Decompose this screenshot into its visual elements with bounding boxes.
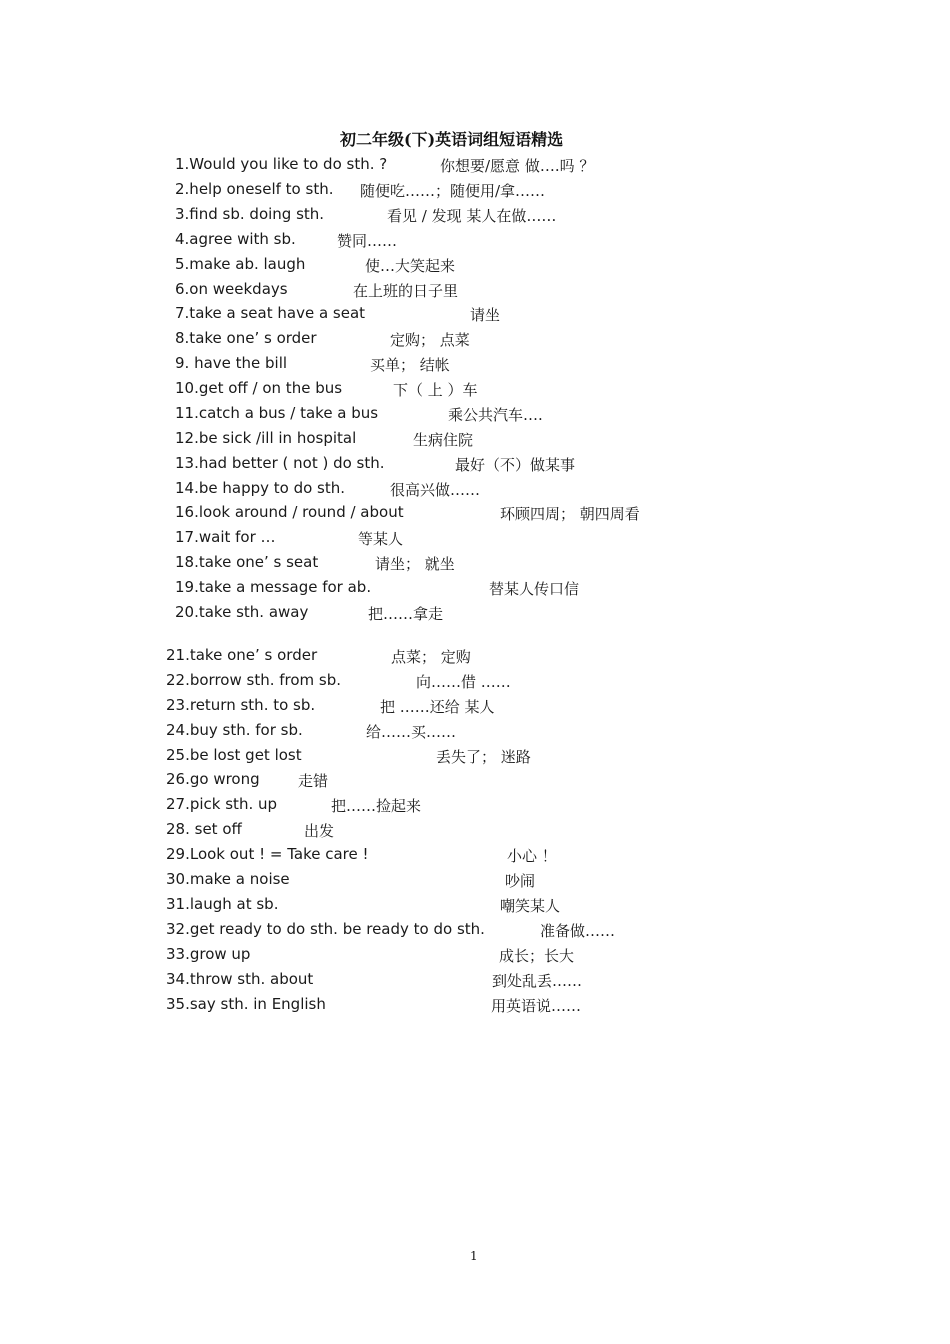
phrase-english: 20.take sth. away bbox=[175, 603, 309, 621]
phrase-english: 30.make a noise bbox=[166, 870, 290, 888]
phrase-chinese: 请坐； 就坐 bbox=[375, 555, 455, 573]
phrase-chinese: 到处乱丢…… bbox=[492, 972, 583, 990]
phrase-english: 24.buy sth. for sb. bbox=[166, 721, 303, 739]
phrase-row bbox=[175, 578, 695, 600]
page-number: 1 bbox=[470, 1249, 478, 1263]
phrase-chinese: 在上班的日子里 bbox=[353, 282, 459, 300]
phrase-chinese: 定购； 点菜 bbox=[390, 331, 470, 349]
phrase-chinese: 看见 / 发现 某人在做…… bbox=[387, 207, 557, 225]
phrase-english: 12.be sick /ill in hospital bbox=[175, 429, 357, 447]
phrase-english: 14.be happy to do sth. bbox=[175, 479, 346, 497]
phrase-chinese: 赞同…… bbox=[337, 232, 398, 250]
phrase-english: 13.had better ( not ) do sth. bbox=[175, 454, 385, 472]
phrase-english: 31.laugh at sb. bbox=[166, 895, 279, 913]
phrase-row bbox=[175, 304, 695, 326]
phrase-chinese: 乘公共汽车…. bbox=[448, 406, 543, 424]
phrase-row bbox=[175, 255, 695, 277]
phrase-english: 8.take one’ s order bbox=[175, 329, 317, 347]
phrase-chinese: 丢失了； 迷路 bbox=[436, 748, 531, 766]
phrase-chinese: 成长；长大 bbox=[499, 947, 575, 965]
phrase-chinese: 等某人 bbox=[358, 530, 404, 548]
phrase-chinese: 点菜； 定购 bbox=[391, 648, 471, 666]
phrase-chinese: 把 ……还给 某人 bbox=[380, 698, 495, 716]
phrase-english: 3.find sb. doing sth. bbox=[175, 205, 325, 223]
phrase-english: 23.return sth. to sb. bbox=[166, 696, 316, 714]
phrase-english: 17.wait for … bbox=[175, 528, 276, 546]
phrase-row bbox=[175, 429, 695, 451]
phrase-chinese: 给……买…… bbox=[366, 723, 457, 741]
phrase-row bbox=[175, 528, 695, 550]
phrase-chinese: 吵闹 bbox=[505, 872, 536, 890]
phrase-row bbox=[175, 404, 695, 426]
phrase-chinese: 小心 ！ bbox=[507, 847, 557, 865]
phrase-english: 2.help oneself to sth. bbox=[175, 180, 334, 198]
phrase-row bbox=[166, 671, 686, 693]
phrase-chinese: 准备做…… bbox=[540, 922, 616, 940]
phrase-chinese: 走错 bbox=[298, 772, 329, 790]
phrase-row bbox=[175, 503, 695, 525]
phrase-chinese: 环顾四周； 朝四周看 bbox=[500, 505, 640, 523]
phrase-english: 11.catch a bus / take a bus bbox=[175, 404, 379, 422]
phrase-english: 21.take one’ s order bbox=[166, 646, 318, 664]
phrase-english: 25.be lost get lost bbox=[166, 746, 302, 764]
phrase-row bbox=[175, 379, 695, 401]
phrase-row bbox=[175, 155, 695, 177]
phrase-row bbox=[166, 795, 686, 817]
phrase-chinese: 替某人传口信 bbox=[489, 580, 580, 598]
phrase-english: 33.grow up bbox=[166, 945, 251, 963]
phrase-row bbox=[166, 895, 686, 917]
phrase-chinese: 把……拿走 bbox=[368, 605, 444, 623]
phrase-chinese: 最好（不）做某事 bbox=[455, 456, 576, 474]
phrase-row bbox=[166, 870, 686, 892]
phrase-chinese: 请坐 bbox=[470, 306, 501, 324]
phrase-row bbox=[166, 646, 686, 668]
phrase-english: 28. set off bbox=[166, 820, 242, 838]
phrase-row bbox=[166, 770, 686, 792]
phrase-chinese: 嘲笑某人 bbox=[500, 897, 561, 915]
phrase-english: 26.go wrong bbox=[166, 770, 260, 788]
phrase-chinese: 出发 bbox=[304, 822, 335, 840]
phrase-row bbox=[166, 721, 686, 743]
phrase-english: 27.pick sth. up bbox=[166, 795, 278, 813]
phrase-row bbox=[175, 205, 695, 227]
phrase-row bbox=[175, 329, 695, 351]
phrase-english: 9. have the bill bbox=[175, 354, 288, 372]
phrase-row bbox=[166, 820, 686, 842]
phrase-row bbox=[175, 454, 695, 476]
phrase-row bbox=[175, 280, 695, 302]
phrase-chinese: 随便吃……；随便用/拿…… bbox=[360, 182, 546, 200]
phrase-chinese: 使…大笑起来 bbox=[365, 257, 456, 275]
phrase-english: 1.Would you like to do sth. ? bbox=[175, 155, 388, 173]
phrase-chinese: 向……借 …… bbox=[416, 673, 511, 691]
phrase-row bbox=[166, 920, 686, 942]
phrase-row bbox=[166, 995, 686, 1017]
phrase-row bbox=[175, 180, 695, 202]
phrase-chinese: 把……捡起来 bbox=[331, 797, 422, 815]
phrase-chinese: 你想要/愿意 做….吗 ？ bbox=[440, 157, 595, 175]
phrase-row bbox=[166, 970, 686, 992]
phrase-english: 19.take a message for ab. bbox=[175, 578, 372, 596]
phrase-english: 22.borrow sth. from sb. bbox=[166, 671, 342, 689]
phrase-english: 16.look around / round / about bbox=[175, 503, 404, 521]
phrase-row bbox=[175, 479, 695, 501]
phrase-row bbox=[166, 945, 686, 967]
phrase-chinese: 很高兴做…… bbox=[390, 481, 481, 499]
phrase-row bbox=[166, 746, 686, 768]
phrase-english: 7.take a seat have a seat bbox=[175, 304, 366, 322]
document-title: 初二年级(下)英语词组短语精选 bbox=[340, 130, 564, 149]
phrase-chinese: 生病住院 bbox=[413, 431, 474, 449]
phrase-english: 6.on weekdays bbox=[175, 280, 288, 298]
phrase-english: 35.say sth. in English bbox=[166, 995, 326, 1013]
phrase-row bbox=[166, 845, 686, 867]
phrase-row bbox=[166, 696, 686, 718]
phrase-english: 5.make ab. laugh bbox=[175, 255, 306, 273]
phrase-row bbox=[175, 354, 695, 376]
phrase-row bbox=[175, 230, 695, 252]
phrase-english: 32.get ready to do sth. be ready to do sth. bbox=[166, 920, 485, 938]
phrase-chinese: 下（ 上 ）车 bbox=[393, 381, 478, 399]
phrase-english: 10.get off / on the bus bbox=[175, 379, 343, 397]
phrase-english: 4.agree with sb. bbox=[175, 230, 296, 248]
phrase-english: 29.Look out ! = Take care ! bbox=[166, 845, 369, 863]
phrase-english: 34.throw sth. about bbox=[166, 970, 314, 988]
phrase-row bbox=[175, 553, 695, 575]
phrase-english: 18.take one’ s seat bbox=[175, 553, 319, 571]
phrase-chinese: 买单； 结帐 bbox=[370, 356, 450, 374]
phrase-row bbox=[175, 603, 695, 625]
phrase-chinese: 用英语说…… bbox=[491, 997, 582, 1015]
